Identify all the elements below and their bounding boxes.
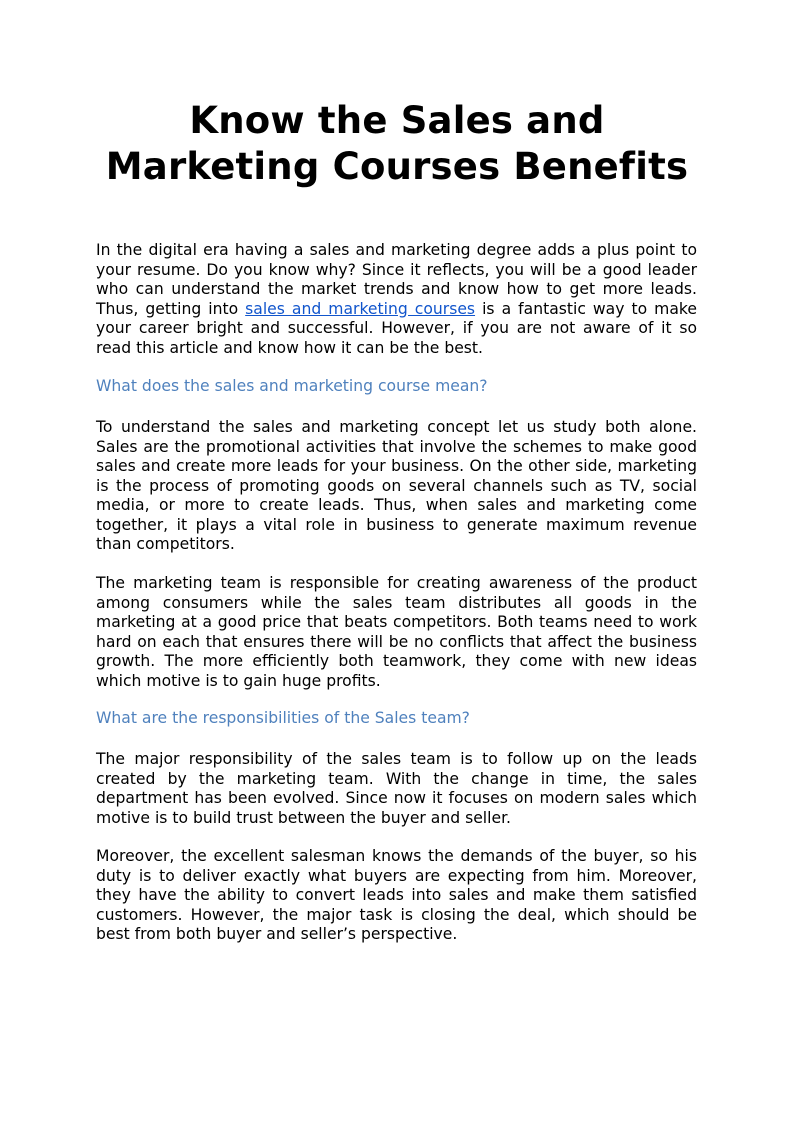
paragraph-salesman-duties: Moreover, the excellent salesman knows the demands of the buyer, so his duty is to deliver exactly what buyers are expecting from him. Moreover, they have the ability to convert leads into sales and make them satisfied customers. However, the major task is closing the deal, which should be best from both buyer and seller’s perspective. <box>96 847 697 943</box>
intro-text-after-link: is a fantastic way to make your career bright and successful. However, if you are not aware of it so read this article and know how it can be the best. <box>96 299 697 357</box>
sales-marketing-courses-link[interactable]: sales and marketing courses <box>245 299 476 318</box>
paragraph-sales-marketing-concept: To understand the sales and marketing concept let us study both alone. Sales are the promotional activities that involve the schemes to make good sales and create more leads for your business. On the other side, marketing is the process of promoting goods on several channels such as TV, social media, or more to create leads. Thus, when sales and marketing come together, it plays a vital role in business to generate maximum revenue than competitors. <box>96 418 697 553</box>
intro-paragraph <box>96 241 697 358</box>
page-title <box>60 98 734 190</box>
section-heading-course-meaning: What does the sales and marketing course mean? <box>96 377 488 395</box>
intro-text-before-link: In the digital era having a sales and marketing degree adds a plus point to your resume. Do you know why? Since it reflects, you will be a good leader who can understand the market trends and know how to get more leads. Thus, getting into <box>96 241 697 318</box>
paragraph-sales-team-responsibility: The major responsibility of the sales team is to follow up on the leads created by the marketing team. With the change in time, the sales department has been evolved. Since now it focuses on modern sales which motive is to build trust between the buyer and seller. <box>96 750 697 827</box>
page-title-line-2: Marketing Courses Benefits <box>105 145 689 188</box>
section-heading-sales-team-responsibilities: What are the responsibilities of the Sales team? <box>96 709 470 727</box>
paragraph-marketing-team: The marketing team is responsible for creating awareness of the product among consumers while the sales team distributes all goods in the marketing at a good price that beats competitors. Both teams need to work hard on each that ensures there will be no conflicts that affect the business growth. The more efficiently both teamwork, they come with new ideas which motive is to gain huge profits. <box>96 574 697 690</box>
page-title-line-1: Know the Sales and <box>189 99 605 142</box>
